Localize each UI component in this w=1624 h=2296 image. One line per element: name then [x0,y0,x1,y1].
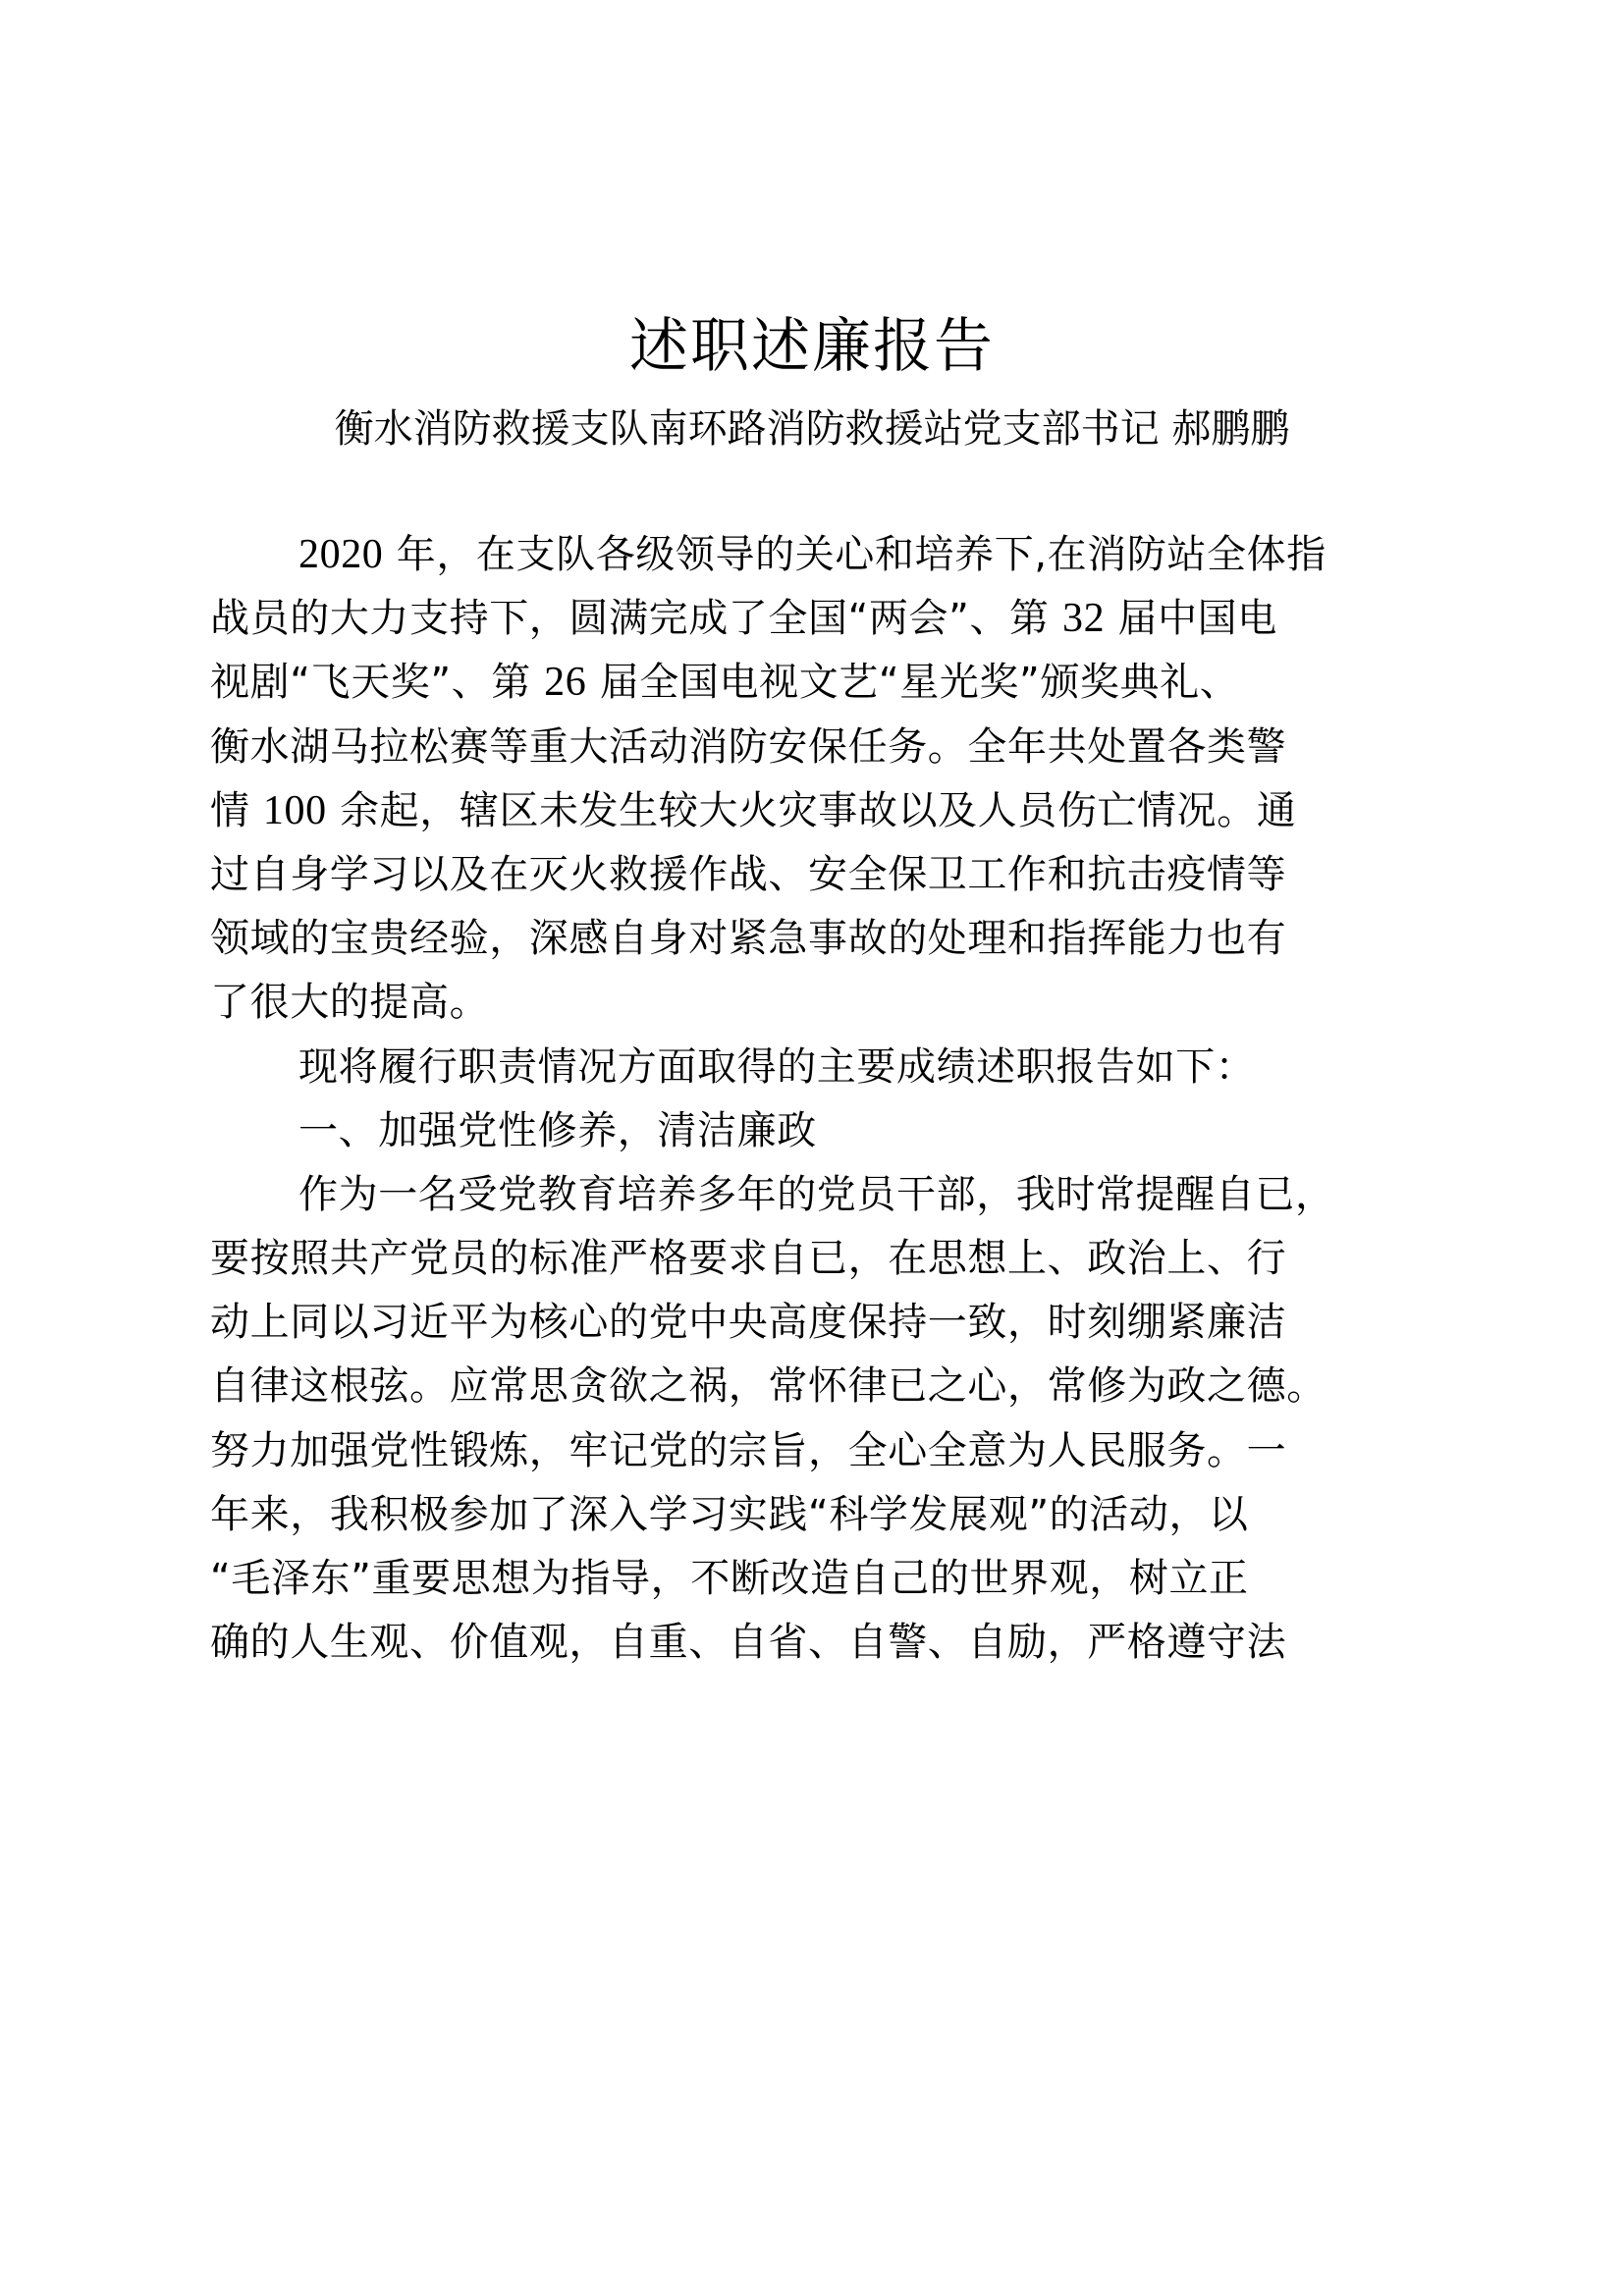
paragraph-line: 努力加强党性锻炼，牢记党的宗旨，全心全意为人民服务。一 [210,1427,1287,1473]
paragraph-line: 衡水湖马拉松赛等重大活动消防安保任务。全年共处置各类警 [210,723,1287,770]
document-title: 述职述廉报告 [629,312,995,381]
paragraph-line: 要按照共产党员的标准严格要求自已，在思想上、政治上、行 [210,1236,1287,1282]
paragraph-line: 战员的大力支持下，圆满完成了全国“两会”、第 32 届中国电 [210,596,1277,642]
paragraph-line: 过自身学习以及在灭火救援作战、安全保卫工作和抗击疫情等 [210,851,1287,897]
paragraph-line: 2020 年，在支队各级领导的关心和培养下,在消防站全体指 [298,532,1326,577]
paragraph-line: 自律这根弦。应常思贪欲之祸，常怀律已之心，常修为政之德。 [210,1363,1326,1410]
document-subtitle: 衡水消防救援支队南环路消防救援站党支部书记 郝鹏鹏 [334,406,1290,452]
paragraph-line: 情 100 余起，辖区未发生较大火灾事故以及人员伤亡情况。通 [210,787,1297,833]
paragraph-line: “毛泽东”重要思想为指导，不断改造自己的世界观，树立正 [210,1556,1249,1601]
document-body [210,530,1428,1682]
intro-line: 现将履行职责情况方面取得的主要成绩述职报告如下： [298,1043,1256,1090]
number-text: 100 [262,787,327,833]
paragraph-line: 确的人生观、价值观，自重、自省、自警、自励，严格遵守法 [210,1620,1287,1666]
paragraph-line: 年来，我积极参加了深入学习实践“科学发展观”的活动，以 [210,1491,1249,1537]
section-heading: 一、加强党性修养，清洁廉政 [298,1107,817,1153]
number-text: 2020 [298,532,384,577]
paragraph-line: 领域的宝贵经验，深感自身对紧急事故的处理和指挥能力也有 [210,916,1287,962]
paragraph-line: 了很大的提高。 [210,980,490,1026]
paragraph-line: 视剧“飞天奖”、第 26 届全国电视文艺“星光奖”颁奖典礼、 [210,660,1240,706]
paragraph-line: 动上同以习近平为核心的党中央高度保持一致，时刻绷紧廉洁 [210,1300,1287,1346]
number-text: 32 [1061,596,1106,642]
number-text: 26 [544,660,587,706]
paragraph-line: 作为一名受党教育培养多年的党员干部，我时常提醒自已， [298,1171,1335,1217]
